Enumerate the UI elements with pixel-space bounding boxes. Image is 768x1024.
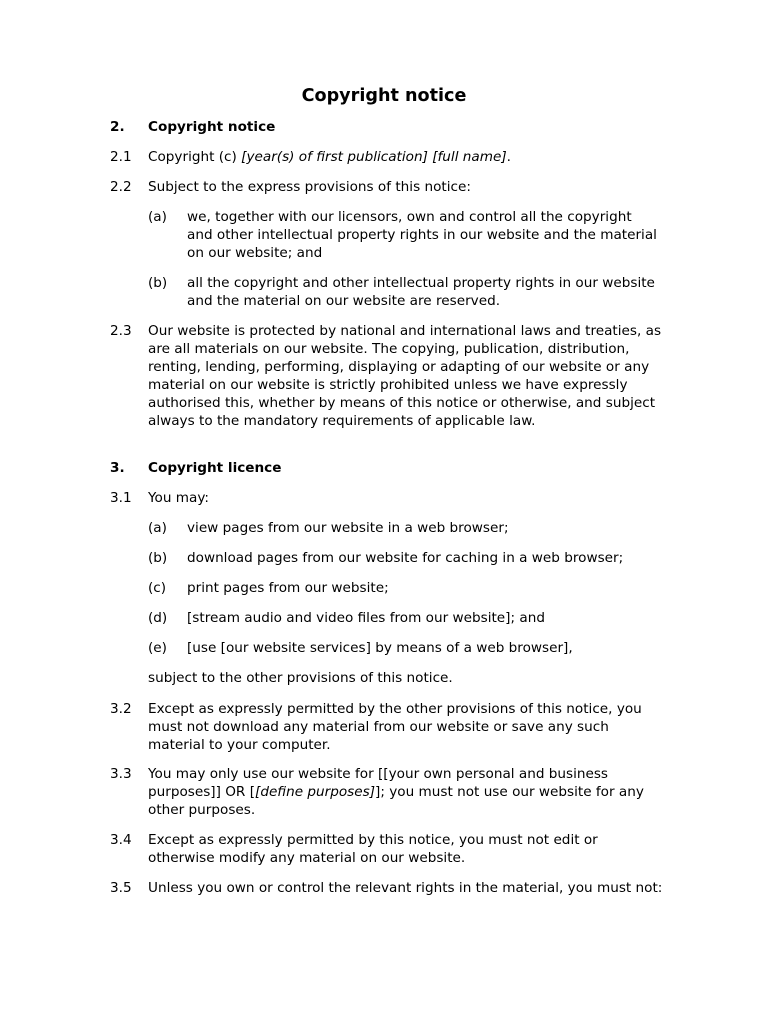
clause-text-placeholder: [define purposes] [255,783,376,800]
clause-3-1-tail: subject to the other provisions of this notice. [148,670,453,686]
clause-text-placeholder: [year(s) of first publication] [full name] [241,149,507,165]
section-number: 3. [110,460,125,476]
clause-text: Unless you own or control the relevant rights in the material, you must not: [148,880,663,896]
document-title: Copyright notice [301,86,467,106]
clause-text-suffix: ]; you must not use our website for any other purposes. [148,783,644,818]
clause-number: 2.1 [110,149,132,165]
clause-number: 2.2 [110,179,132,195]
clause-number: 2.3 [110,323,132,339]
clause-text: Subject to the express provisions of this notice: [148,179,471,195]
clause-text: Except as expressly permitted by this notice, you must not edit or otherwise modify any material on our website. [148,832,598,866]
clause-number: 3.3 [110,766,132,782]
section-number: 2. [110,119,125,135]
item-text: print pages from our website; [187,580,389,596]
item-label: (c) [148,580,167,596]
clause-number: 3.4 [110,832,132,848]
item-label: (d) [148,610,168,626]
clause-text-suffix: . [506,149,511,165]
item-label: (a) [148,520,167,536]
item-label: (b) [148,550,168,566]
clause-text [148,149,668,167]
item-text: view pages from our website in a web browser; [187,520,509,536]
item-text: all the copyright and other intellectual property rights in our website and the material on our website are reserved. [187,275,655,309]
clause-text: Our website is protected by national and international laws and treaties, as are all materials on our website. The copying, publication, distribution, renting, lending, performing, displaying or adapting of our website or any material on our website is strictly prohibited unless we have expressly authorised this, whether by means of this notice or otherwise, and subject always to the mandatory requirements of applicable law. [148,323,662,429]
item-text: we, together with our licensors, own and control all the copyright and other intellectual property rights in our website and the material on our website; and [187,209,657,261]
item-label: (b) [148,275,168,291]
item-label: (a) [148,209,167,225]
item-text: download pages from our website for caching in a web browser; [187,550,624,566]
clause-number: 3.1 [110,490,132,506]
clause-text: Except as expressly permitted by the other provisions of this notice, you must not download any material from our website or save any such material to your computer. [148,701,642,753]
clause-number: 3.2 [110,701,132,717]
clause-text-prefix: Copyright (c) [148,149,242,165]
section-heading: Copyright notice [148,119,276,135]
clause-number: 3.5 [110,880,132,896]
clause-text: You may: [148,490,209,506]
section-heading: Copyright licence [148,460,282,476]
item-text: [use [our website services] by means of a web browser], [187,640,573,656]
item-text: [stream audio and video files from our website]; and [187,610,545,626]
clause-text-prefix: You may only use our website for [[your own personal and business purposes]] OR [ [148,766,609,800]
clause-text [148,766,668,820]
item-label: (e) [148,640,167,656]
